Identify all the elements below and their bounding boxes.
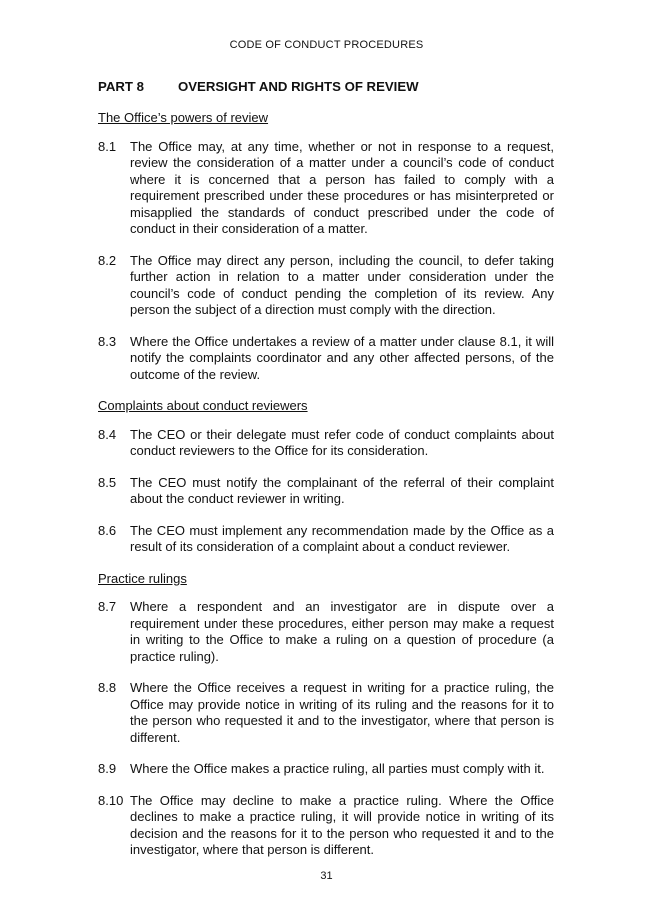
clause-number: 8.8	[98, 680, 117, 695]
clause-8-3	[98, 334, 554, 384]
section-practice-rulings	[98, 571, 554, 859]
clause-text: Where a respondent and an investigator are in dispute over a requirement under these procedures, either person may make a request in writing to the Office to make a ruling on a question of procedure (a practice ruling).	[130, 599, 554, 664]
clause-text: Where the Office undertakes a review of a matter under clause 8.1, it will notify the complaints coordinator and any other affected persons, of the outcome of the review.	[130, 333, 554, 382]
section-title: Practice rulings	[98, 570, 187, 586]
clause-number: 8.3	[98, 333, 117, 349]
section-title: Complaints about conduct reviewers	[98, 398, 308, 413]
clause-8-10	[98, 793, 554, 859]
document-body	[98, 110, 554, 874]
clause-number: 8.2	[98, 252, 117, 268]
clause-8-9	[98, 761, 554, 778]
clause-text: The Office may decline to make a practice ruling. Where the Office declines to make a practice ruling, it will provide notice in writing of its decision and the reasons for it to the person who requested it and to the investigator, where that person is different.	[130, 792, 554, 857]
clause-8-7	[98, 599, 554, 665]
clause-number: 8.1	[98, 138, 117, 154]
section-powers-of-review	[98, 110, 554, 383]
clause-number: 8.9	[98, 761, 117, 776]
page-number: 31	[320, 870, 333, 882]
clause-text: Where the Office receives a request in writing for a practice ruling, the Office may provide notice in writing of its ruling and the reasons for it to the person who requested it and to the investigator, where that person is different.	[130, 680, 554, 745]
running-header: CODE OF CONDUCT PROCEDURES	[229, 39, 424, 51]
clause-8-6	[98, 523, 554, 556]
clause-text: The CEO must implement any recommendation made by the Office as a result of its consideration of a complaint about a conduct reviewer.	[130, 522, 554, 554]
section-complaints-about-conduct-reviewers	[98, 398, 554, 556]
clause-text: Where the Office makes a practice ruling, all parties must comply with it.	[130, 761, 545, 776]
clause-text: The CEO or their delegate must refer code of conduct complaints about conduct reviewers to the Office for its consideration.	[130, 426, 554, 458]
part-heading	[98, 79, 419, 94]
clause-text: The CEO must notify the complainant of the referral of their complaint about the conduct reviewer in writing.	[130, 474, 554, 506]
clause-8-5	[98, 475, 554, 508]
clause-number: 8.6	[98, 522, 117, 538]
clause-number: 8.7	[98, 599, 117, 614]
clause-number: 8.5	[98, 474, 117, 490]
clause-8-2	[98, 253, 554, 319]
clause-8-1	[98, 139, 554, 238]
clause-text: The Office may, at any time, whether or not in response to a request, review the consideration of a matter under a council’s code of conduct where it is concerned that a person has failed to comply with a requirement prescribed under these procedures or has misinterpreted or misapplied the standards of conduct prescribed under the code of conduct in their consideration of a matter.	[130, 138, 554, 236]
clause-8-4	[98, 427, 554, 460]
part-number: PART 8	[98, 79, 144, 94]
clause-number: 8.10	[98, 792, 124, 808]
clause-text: The Office may direct any person, including the council, to defer taking further action in relation to a matter under consideration under the council’s code of conduct pending the completion of its review. Any person the subject of a direction must comply with the direction.	[130, 252, 554, 317]
clause-8-8	[98, 680, 554, 746]
part-title: OVERSIGHT AND RIGHTS OF REVIEW	[178, 79, 419, 94]
clause-number: 8.4	[98, 426, 117, 442]
section-title: The Office’s powers of review	[98, 110, 269, 125]
